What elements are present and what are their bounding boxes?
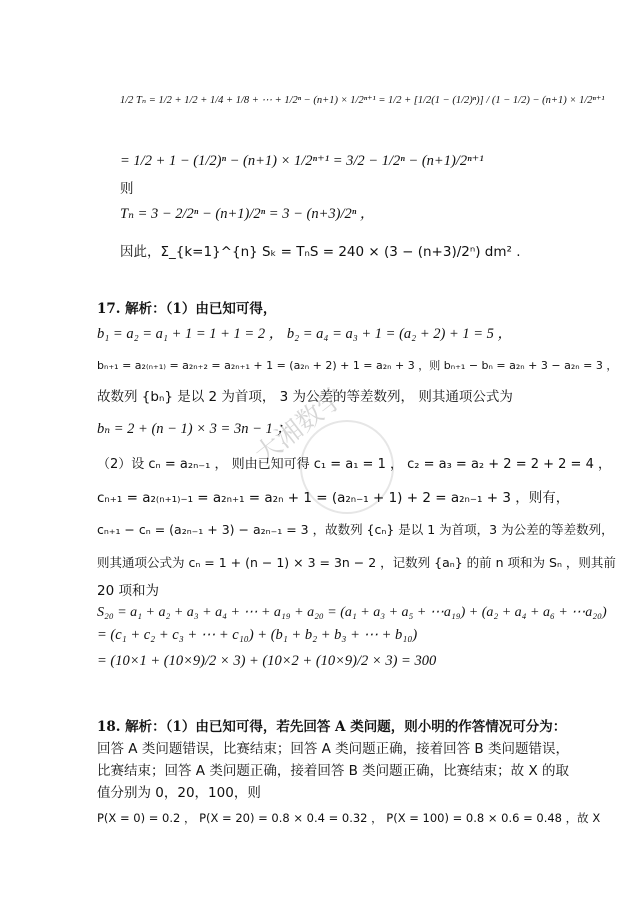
text-line-18: = (10×1 + (10×9)/2 × 3) + (10×2 + (10×9)/2 × 3) = 300: [97, 653, 437, 669]
text-line-15: 20 项和为: [97, 583, 159, 599]
text-line-16: S₂₀ = a₁ + a₂ + a₃ + a₄ + ⋯ + a₁₉ + a₂₀ = (a₁ + a₃ + a₅ + ⋯a₁₉) + (a₂ + a₄ + a₆ + ⋯a₂₀): [97, 605, 607, 620]
text-line-21: 比赛结束；回答 A 类问题正确，接着回答 B 类问题正确，比赛结束；故 X 的取: [97, 763, 569, 779]
text-line-9: 故数列 {bₙ} 是以 2 为首项， 3 为公差的等差数列， 则其通项公式为: [97, 389, 513, 405]
text-line-10: bₙ = 2 + (n − 1) × 3 = 3n − 1 ；: [97, 421, 291, 437]
text-line-8: bₙ₊₁ = a₂₍ₙ₊₁₎ = a₂ₙ₊₂ = a₂ₙ₊₁ + 1 = (a₂ₙ + 2) + 1 = a₂ₙ + 3 ，则 bₙ₊₁ − bₙ = a₂ₙ + 3 − a₂ₙ = 3 ，: [97, 359, 618, 372]
text-line-17: = (c₁ + c₂ + c₃ + ⋯ + c₁₀) + (b₁ + b₂ + b₃ + ⋯ + b₁₀): [97, 627, 418, 643]
text-line-3: 则: [120, 181, 134, 197]
text-line-5: 因此，Σ_{k=1}^{n} Sₖ = TₙS = 240 × (3 − (n+3)/2ⁿ) dm² .: [120, 244, 521, 260]
text-line-2: = 1/2 + 1 − (1/2)ⁿ − (n+1) × 1/2ⁿ⁺¹ = 3/2 − 1/2ⁿ − (n+1)/2ⁿ⁺¹: [120, 153, 484, 169]
text-line-13: cₙ₊₁ − cₙ = (a₂ₙ₋₁ + 3) − a₂ₙ₋₁ = 3 ，故数列 {cₙ} 是以 1 为首项，3 为公差的等差数列，: [97, 522, 614, 537]
text-line-6: 17. 解析：（1）由已知可得，: [97, 301, 277, 317]
text-line-23: P(X = 0) = 0.2 ， P(X = 20) = 0.8 × 0.4 = 0.32 ， P(X = 100) = 0.8 × 0.6 = 0.48 ，故 X: [97, 811, 601, 825]
text-line-14: 则其通项公式为 cₙ = 1 + (n − 1) × 3 = 3n − 2 ，记数列 {aₙ} 的前 n 项和为 Sₙ ，则其前: [97, 555, 616, 570]
text-line-7: b₁ = a₂ = a₁ + 1 = 1 + 1 = 2 ， b₂ = a₄ = a₃ + 1 = (a₂ + 2) + 1 = 5 ，: [97, 326, 513, 342]
watermark-text: 大湘数学: [249, 382, 351, 471]
text-line-19: 18. 解析：（1）由已知可得，若先回答 A 类问题，则小明的作答情况可分为：: [97, 719, 567, 735]
text-line-11: （2）设 cₙ = a₂ₙ₋₁ ， 则由已知可得 c₁ = a₁ = 1 ， c₂ = a₃ = a₂ + 2 = 2 + 2 = 4 ，: [97, 457, 611, 472]
text-line-4: Tₙ = 3 − 2/2ⁿ − (n+1)/2ⁿ = 3 − (n+3)/2ⁿ ，: [120, 206, 375, 222]
text-line-12: cₙ₊₁ = a₂₍ₙ₊₁₎₋₁ = a₂ₙ₊₁ = a₂ₙ + 1 = (a₂ₙ₋₁ + 1) + 2 = a₂ₙ₋₁ + 3 ，则有，: [97, 490, 570, 506]
text-line-20: 回答 A 类问题错误，比赛结束；回答 A 类问题正确，接着回答 B 类问题错误，: [97, 741, 569, 757]
text-line-22: 值分别为 0，20，100，则: [97, 785, 261, 801]
text-line-1: 1/2 Tₙ = 1/2 + 1/2 + 1/4 + 1/8 + ⋯ + 1/2ⁿ − (n+1) × 1/2ⁿ⁺¹ = 1/2 + [1/2(1 − (1/2)ⁿ)] / (1 − 1/2) − (n+1) × 1/2ⁿ⁺¹: [120, 95, 605, 106]
